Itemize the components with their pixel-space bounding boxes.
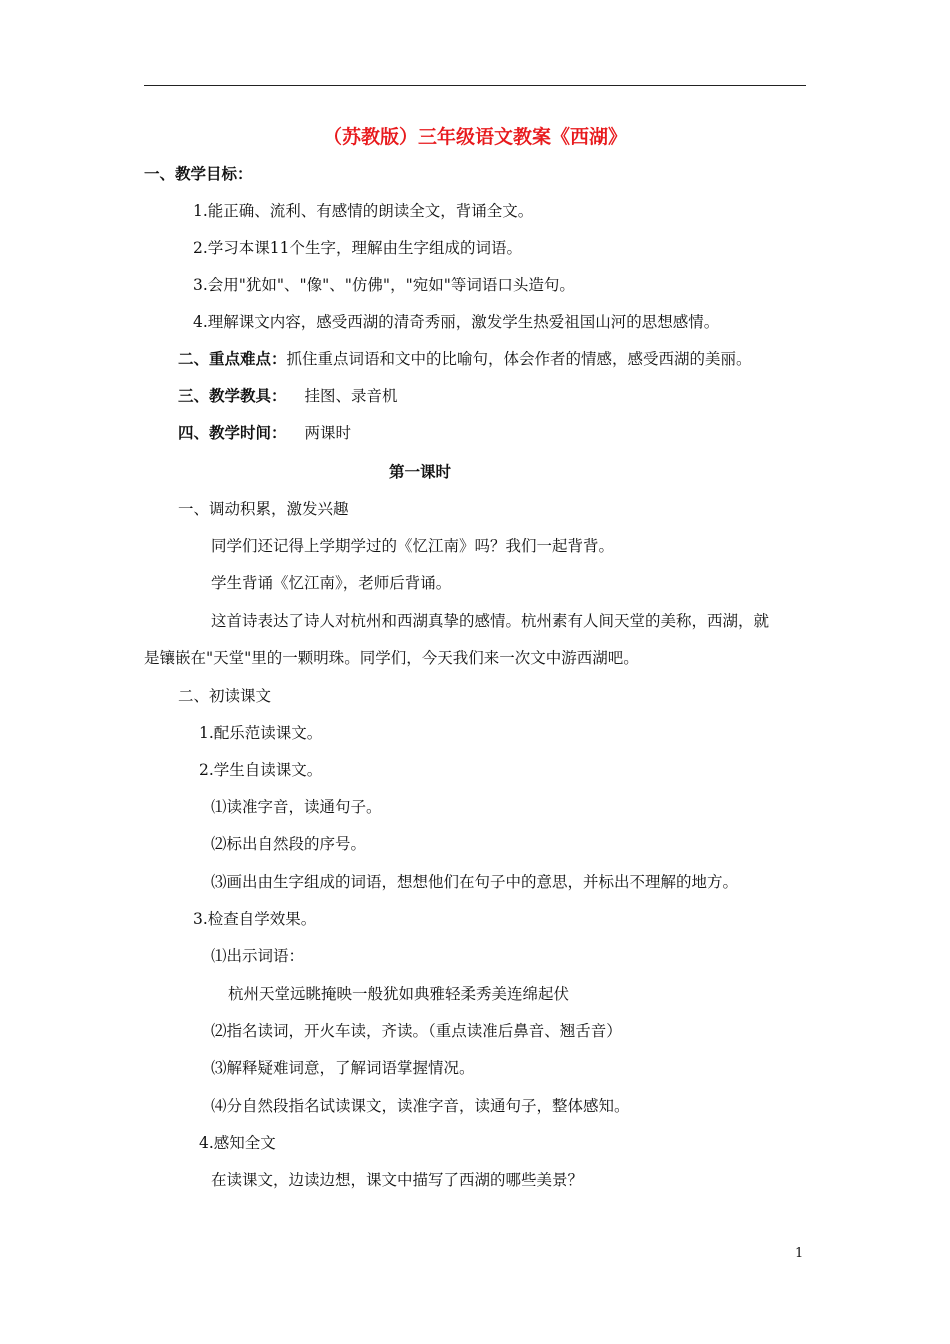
goal-item-4: 4.理解课文内容，感受西湖的清奇秀丽，激发学生热爱祖国山河的思想感情。 — [193, 313, 720, 331]
page-number: 1 — [795, 1246, 804, 1261]
part-1-paragraph-2: 学生背诵《忆江南》，老师后背诵。 — [211, 574, 452, 592]
section-keypoints — [178, 348, 752, 370]
part-1-paragraph-3-line-1: 这首诗表达了诗人对杭州和西湖真挚的感情。杭州素有人间天堂的美称，西湖，就 — [211, 612, 770, 630]
part-2-step-1: 1.配乐范读课文。 — [199, 724, 323, 742]
part-2-step-2-item-1: ⑴读准字音，读通句子。 — [211, 798, 382, 816]
section-goals-heading: 一、教学目标： — [144, 165, 253, 183]
vocabulary-words: 杭州天堂远眺掩映一般犹如典雅轻柔秀美连绵起伏 — [228, 985, 570, 1003]
part-2-step-2-item-3: ⑶画出由生字组成的词语，想想他们在句子中的意思，并标出不理解的地方。 — [211, 873, 739, 891]
goal-item-1: 1.能正确、流利、有感情的朗读全文，背诵全文。 — [193, 202, 534, 220]
header-rule — [144, 85, 806, 86]
section-time — [178, 422, 351, 444]
document-title: （苏教版）三年级语文教案《西湖》 — [322, 126, 627, 148]
part-1-heading: 一、调动积累，激发兴趣 — [178, 500, 349, 518]
part-2-heading: 二、初读课文 — [178, 687, 272, 705]
goal-item-2: 2.学习本课11个生字，理解由生字组成的词语。 — [193, 239, 523, 257]
part-1-paragraph-3-line-2: 是镶嵌在"天堂"里的一颗明珠。同学们，今天我们来一次文中游西湖吧。 — [144, 649, 639, 667]
section-time-heading: 四、教学时间： — [178, 424, 287, 442]
part-2-step-3-item-4: ⑷分自然段指名试读课文，读准字音，读通句子，整体感知。 — [211, 1097, 630, 1115]
part-2-step-3-item-1: ⑴出示词语： — [211, 947, 305, 965]
lesson-1-heading: 第一课时 — [388, 463, 451, 481]
goal-item-3: 3.会用"犹如"、"像"、"仿佛"，"宛如"等词语口头造句。 — [193, 276, 575, 294]
section-keypoints-heading: 二、重点难点： — [178, 350, 287, 368]
section-tools — [178, 385, 398, 407]
part-2-step-3-item-2: ⑵指名读词，开火车读，齐读。（重点读准后鼻音、翘舌音） — [211, 1022, 622, 1040]
section-tools-text: 挂图、录音机 — [304, 387, 398, 405]
part-2-step-2-item-2: ⑵标出自然段的序号。 — [211, 835, 367, 853]
part-2-step-4-text: 在读课文，边读边想，课文中描写了西湖的哪些美景？ — [211, 1171, 584, 1189]
part-2-step-4: 4.感知全文 — [199, 1134, 276, 1152]
section-time-text: 两课时 — [304, 424, 352, 442]
part-1-paragraph-1: 同学们还记得上学期学过的《忆江南》吗？我们一起背背。 — [211, 537, 615, 555]
part-2-step-2: 2.学生自读课文。 — [199, 761, 323, 779]
section-keypoints-text: 抓住重点词语和文中的比喻句，体会作者的情感，感受西湖的美丽。 — [286, 350, 752, 368]
part-2-step-3: 3.检查自学效果。 — [193, 910, 317, 928]
part-2-step-3-item-3: ⑶解释疑难词意，了解词语掌握情况。 — [211, 1059, 475, 1077]
section-tools-heading: 三、教学教具： — [178, 387, 287, 405]
